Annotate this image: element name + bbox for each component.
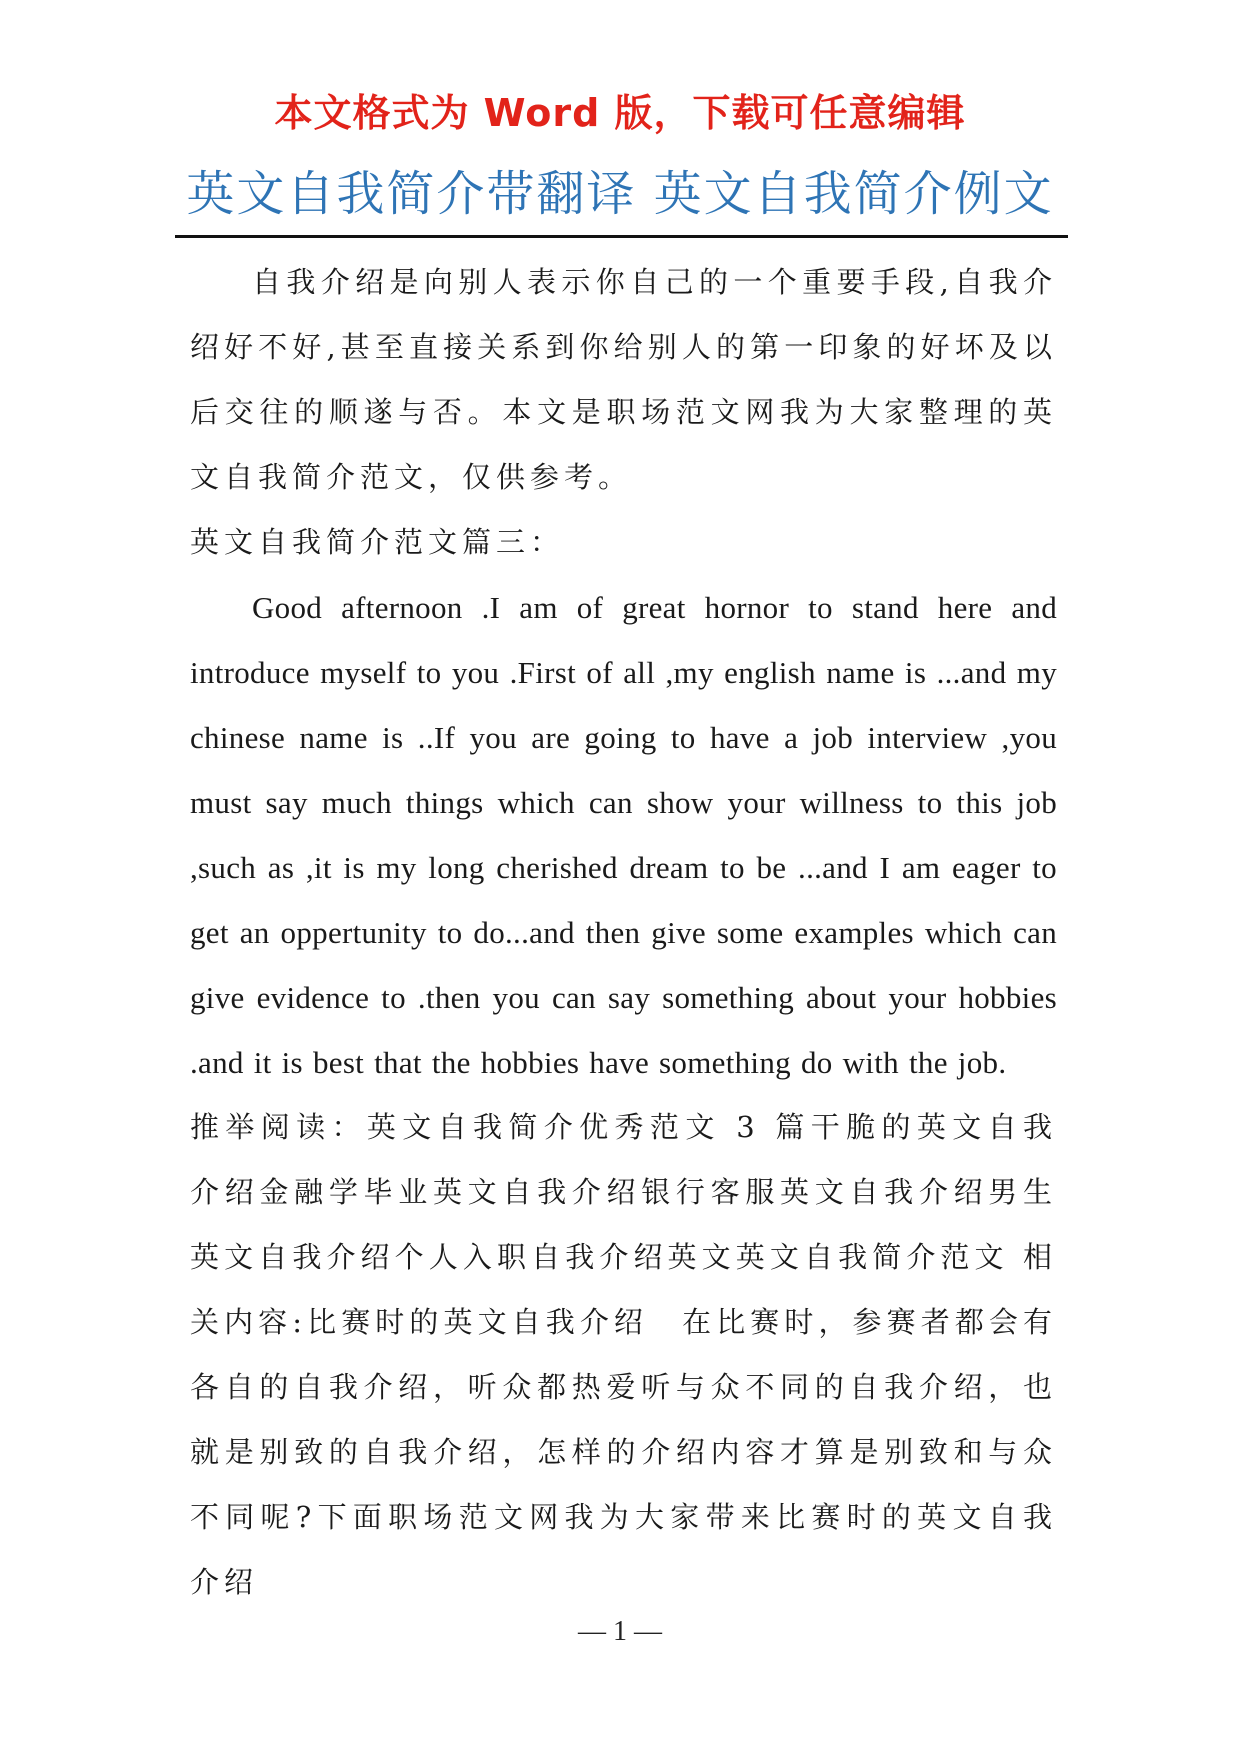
document-title: 英文自我简介带翻译 英文自我简介例文 <box>186 166 1054 222</box>
title-divider <box>175 235 1068 238</box>
intro-paragraph: 自我介绍是向别人表示你自己的一个重要手段,自我介绍好不好,甚至直接关系到你给别人的第一印象的好坏及以后交往的顺遂与否。本文是职场范文网我为大家整理的英文自我简介范文，仅供参考。 <box>190 265 1057 494</box>
document-body <box>190 250 1057 1615</box>
english-sample-paragraph: Good afternoon .I am of great hornor to stand here and introduce myself to you .First of all ,my english name is ...and my chinese name is ..If you are going to have a job interview ,you must say much things which can show your willness to this job ,such as ,it is my long cherished dream to be ...and I am eager to get an oppertunity to do...and then give some examples which can give evidence to .then you can say something about your hobbies .and it is best that the hobbies have something do with the job. <box>190 590 1057 1080</box>
page-number: — 1 — <box>578 1616 662 1647</box>
recommended-reading-paragraph: 推举阅读：英文自我简介优秀范文 3 篇干脆的英文自我介绍金融学毕业英文自我介绍银行客服英文自我介绍男生英文自我介绍个人入职自我介绍英文英文自我简介范文 相关内容:比赛时的英文自我介绍 在比赛时，参赛者都会有各自的自我介绍，听众都热爱听与众不同的自我介绍，也就是别致的自我介绍，怎样的介绍内容才算是别致和与众不同呢?下面职场范文网我为大家带来比赛时的英文自我介绍 <box>190 1110 1057 1599</box>
word-format-notice: 本文格式为 Word 版，下载可任意编辑 <box>274 91 966 135</box>
section-heading: 英文自我简介范文篇三： <box>190 525 565 559</box>
